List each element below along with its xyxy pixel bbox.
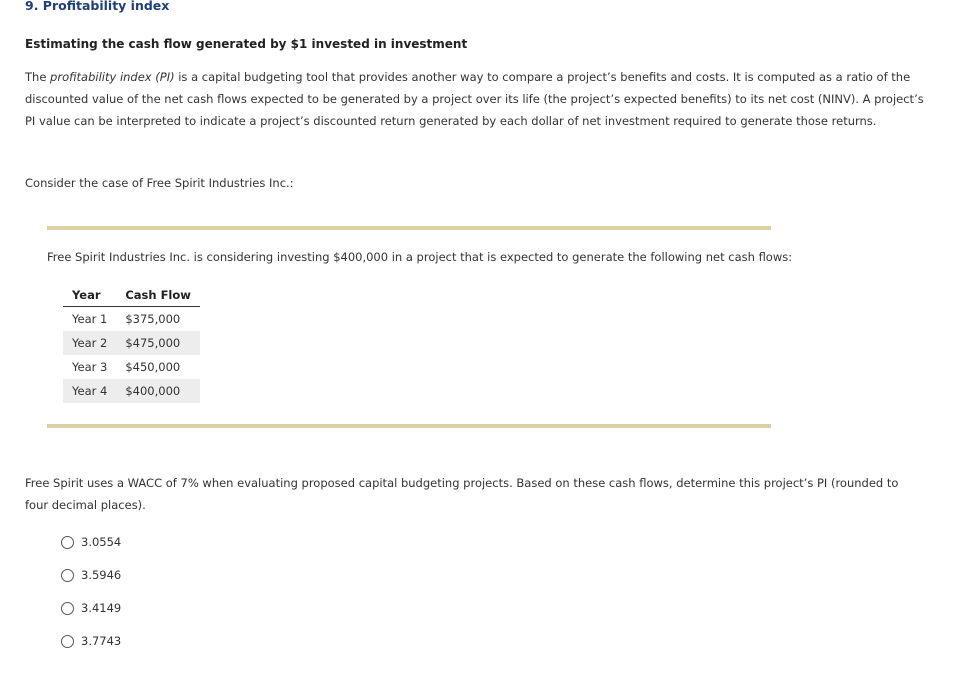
answer-option-label[interactable]: 3.7743	[81, 634, 122, 648]
section-heading: Estimating the cash flow generated by $1 invested in investment	[25, 37, 468, 51]
table-header-row	[63, 284, 200, 307]
answer-option[interactable]	[61, 533, 121, 566]
cash-flow-column-header: Cash Flow	[116, 284, 200, 307]
cash-flow-cell: $450,000	[125, 360, 181, 374]
table-row	[63, 355, 200, 379]
answer-options	[61, 533, 121, 665]
year-cell: Year 4	[63, 379, 116, 403]
radio-button-icon[interactable]	[61, 635, 74, 648]
table-row	[63, 307, 200, 332]
cash-flow-cell: $375,000	[125, 312, 181, 326]
intro-text-start: The	[25, 70, 51, 84]
pi-term: profitability index (PI)	[50, 70, 175, 84]
year-cell: Year 1	[72, 312, 108, 326]
answer-option-label[interactable]: 3.4149	[81, 601, 122, 615]
bottom-divider	[47, 424, 771, 428]
top-divider	[47, 226, 771, 230]
cash-flow-cell: $400,000	[116, 379, 200, 403]
question-title: 9. Profitability index	[25, 0, 170, 13]
case-text: Free Spirit Industries Inc. is considering investing $400,000 in a project that is expected to generate the following net cash flows:	[47, 250, 793, 264]
answer-option[interactable]	[61, 632, 121, 665]
consider-text: Consider the case of Free Spirit Industries Inc.:	[25, 176, 294, 190]
question-prompt: Free Spirit uses a WACC of 7% when evaluating proposed capital budgeting projects. Based on these cash flows, determine this project’s PI (rounded to four decimal places).	[25, 476, 899, 512]
cash-flow-table	[63, 284, 200, 403]
intro-text-rest: is a capital budgeting tool that provides another way to compare a project’s benefits and costs. It is computed as a ratio of the discounted value of the net cash flows expected to be generated by a project over its life (the project’s expected benefits) to its net cost (NINV). A project’s PI value can be interpreted to indicate a project’s discounted return generated by each dollar of net investment required to generate those returns.	[25, 70, 924, 128]
radio-button-icon[interactable]	[61, 569, 74, 582]
answer-option-label[interactable]: 3.5946	[81, 568, 122, 582]
answer-option[interactable]	[61, 599, 121, 632]
year-cell: Year 3	[72, 360, 108, 374]
answer-option-label[interactable]: 3.0554	[81, 535, 122, 549]
intro-paragraph	[25, 66, 925, 132]
table-row	[63, 379, 200, 403]
radio-button-icon[interactable]	[61, 536, 74, 549]
radio-button-icon[interactable]	[61, 602, 74, 615]
year-column-header: Year	[63, 284, 116, 307]
table-row	[63, 331, 200, 355]
answer-option[interactable]	[61, 566, 121, 599]
year-cell: Year 2	[63, 331, 116, 355]
cash-flow-cell: $475,000	[116, 331, 200, 355]
